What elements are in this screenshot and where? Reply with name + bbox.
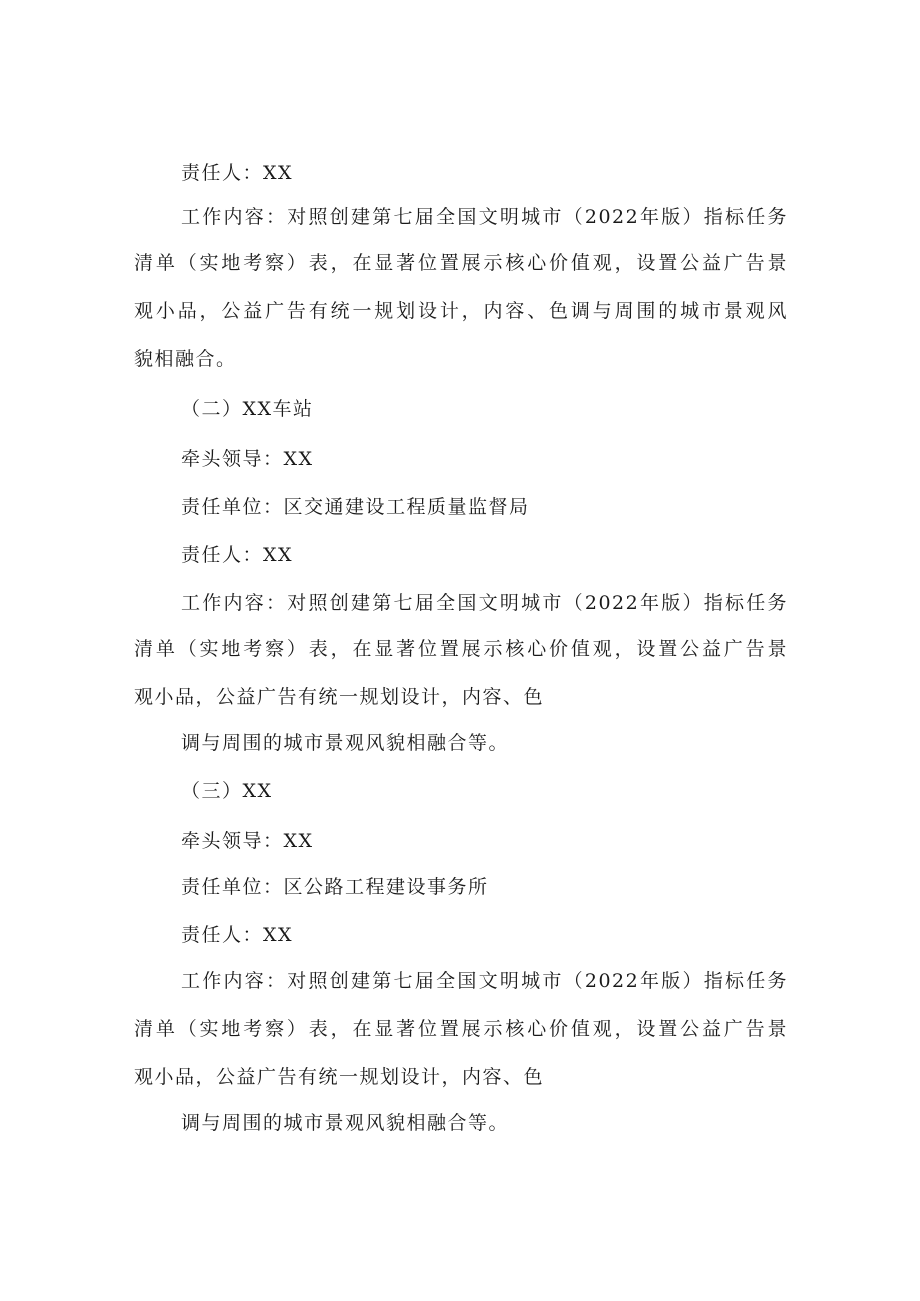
section-heading: （三）XX bbox=[181, 780, 273, 802]
work-content-line: 清单（实地考察）表，在显著位置展示核心价值观，设置公益广告景 bbox=[134, 1018, 788, 1040]
responsible-unit-line: 责任单位：区公路工程建设事务所 bbox=[181, 876, 489, 898]
responsible-person-line: 责任人：XX bbox=[181, 924, 294, 946]
responsible-unit-line: 责任单位：区交通建设工程质量监督局 bbox=[181, 496, 530, 518]
work-content-line: 观小品，公益广告有统一规划设计，内容、色 bbox=[134, 1066, 545, 1088]
lead-leader-line: 牵头领导：XX bbox=[181, 448, 314, 470]
responsible-person-line: 责任人：XX bbox=[181, 162, 294, 184]
work-content-line: 观小品，公益广告有统一规划设计，内容、色 bbox=[134, 686, 545, 708]
work-content-line: 工作内容：对照创建第七届全国文明城市（2022年版）指标任务 bbox=[181, 206, 788, 228]
work-content-line: 工作内容：对照创建第七届全国文明城市（2022年版）指标任务 bbox=[181, 970, 788, 992]
lead-leader-line: 牵头领导：XX bbox=[181, 830, 314, 852]
work-content-line: 清单（实地考察）表，在显著位置展示核心价值观，设置公益广告景 bbox=[134, 252, 788, 274]
responsible-person-line: 责任人：XX bbox=[181, 544, 294, 566]
work-content-line: 貌相融合。 bbox=[134, 348, 237, 370]
work-content-line: 工作内容：对照创建第七届全国文明城市（2022年版）指标任务 bbox=[181, 592, 788, 614]
section-heading: （二）XX车站 bbox=[181, 398, 314, 420]
work-content-continuation: 调与周围的城市景观风貌相融合等。 bbox=[181, 1112, 510, 1134]
work-content-line: 观小品，公益广告有统一规划设计，内容、色调与周围的城市景观风 bbox=[134, 300, 788, 322]
work-content-continuation: 调与周围的城市景观风貌相融合等。 bbox=[181, 732, 510, 754]
work-content-line: 清单（实地考察）表，在显著位置展示核心价值观，设置公益广告景 bbox=[134, 638, 788, 660]
